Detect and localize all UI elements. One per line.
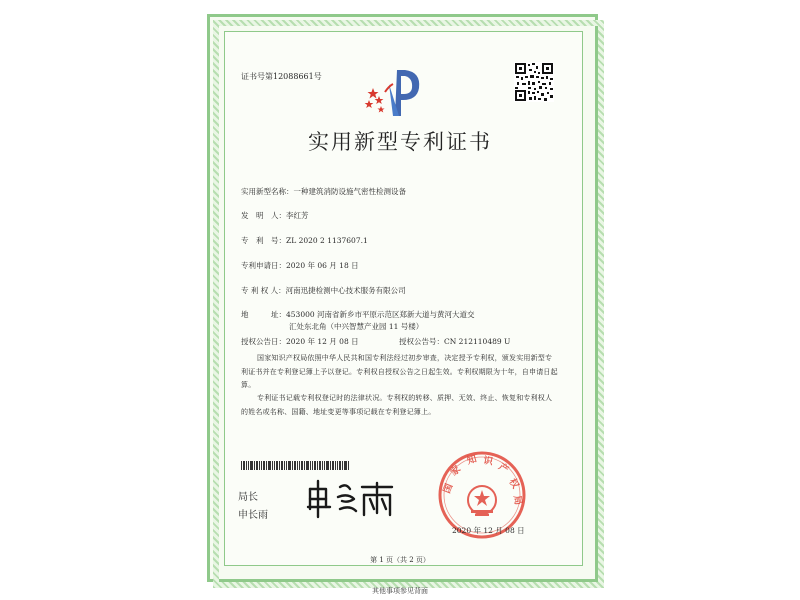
patent-number-label: 专 利 号： [241, 236, 286, 245]
director-title: 局长 [238, 492, 258, 503]
inventor-label: 发 明 人： [241, 211, 286, 220]
address-label: 地 址： [241, 310, 286, 319]
grant-date-row [241, 336, 359, 347]
patentee-label: 专 利 权 人： [241, 286, 286, 295]
svg-text:局: 局 [511, 494, 524, 506]
director-signature [300, 477, 400, 519]
svg-text:知: 知 [465, 453, 478, 467]
cnipa-logo-icon [359, 66, 431, 122]
filing-date-row [241, 260, 359, 271]
qr-code-icon [514, 62, 554, 102]
inventor-row [241, 210, 309, 221]
certificate-title: 实用新型专利证书 [308, 130, 492, 154]
svg-text:权: 权 [506, 476, 521, 491]
svg-text:产: 产 [496, 461, 511, 476]
svg-text:识: 识 [482, 455, 494, 468]
grant-number-label: 授权公告号： [399, 337, 444, 346]
statement-paragraph-1: 国家知识产权局依照中华人民共和国专利法经过初步审查，决定授予专利权，颁发实用新型专利证书并在专利登记簿上予以登记。专利权自授权公告之日起生效。专利权期限为十年，自申请日起算。 [241, 354, 558, 389]
grant-date-value: 2020 年 12 月 08 日 [286, 337, 359, 346]
barcode-icon [241, 461, 349, 470]
name-value: 一种建筑消防设施气密性检测设备 [293, 187, 406, 196]
address-line-2: 汇处东北角（中兴智慧产业园 11 号楼） [289, 322, 424, 331]
grant-number-value: CN 212110489 U [444, 337, 511, 346]
grant-date-label: 授权公告日： [241, 337, 286, 346]
seal-date: 2020 年 12 月 08 日 [452, 526, 525, 535]
address-line-1: 453000 河南省新乡市平原示范区郑新大道与黄河大道交 [286, 310, 475, 319]
footer-note: 其他事项参见背面 [372, 587, 428, 595]
page-number: 第 1 页（共 2 页） [370, 556, 430, 564]
certificate-number: 证书号第12088661号 [241, 72, 322, 81]
grant-number-row [399, 336, 510, 347]
svg-text:家: 家 [448, 463, 464, 479]
svg-text:国: 国 [441, 482, 456, 496]
director-name: 申长雨 [238, 510, 268, 521]
patent-number-row [241, 235, 368, 246]
address-label-row [241, 309, 475, 320]
filing-date-value: 2020 年 06 月 18 日 [286, 261, 359, 270]
patent-number-value: ZL 2020 2 1137607.1 [286, 236, 368, 245]
name-row [241, 186, 406, 197]
statement-paragraph-2: 专利证书记载专利权登记时的法律状况。专利权的转移、质押、无效、终止、恢复和专利权人的姓名或名称、国籍、地址变更等事项记载在专利登记簿上。 [241, 394, 553, 416]
inventor-value: 李红芳 [286, 211, 309, 220]
name-label: 实用新型名称： [241, 187, 294, 196]
patentee-value: 河南迅捷检测中心技术服务有限公司 [285, 286, 406, 295]
filing-date-label: 专利申请日： [241, 261, 286, 270]
patentee-row [241, 285, 406, 296]
